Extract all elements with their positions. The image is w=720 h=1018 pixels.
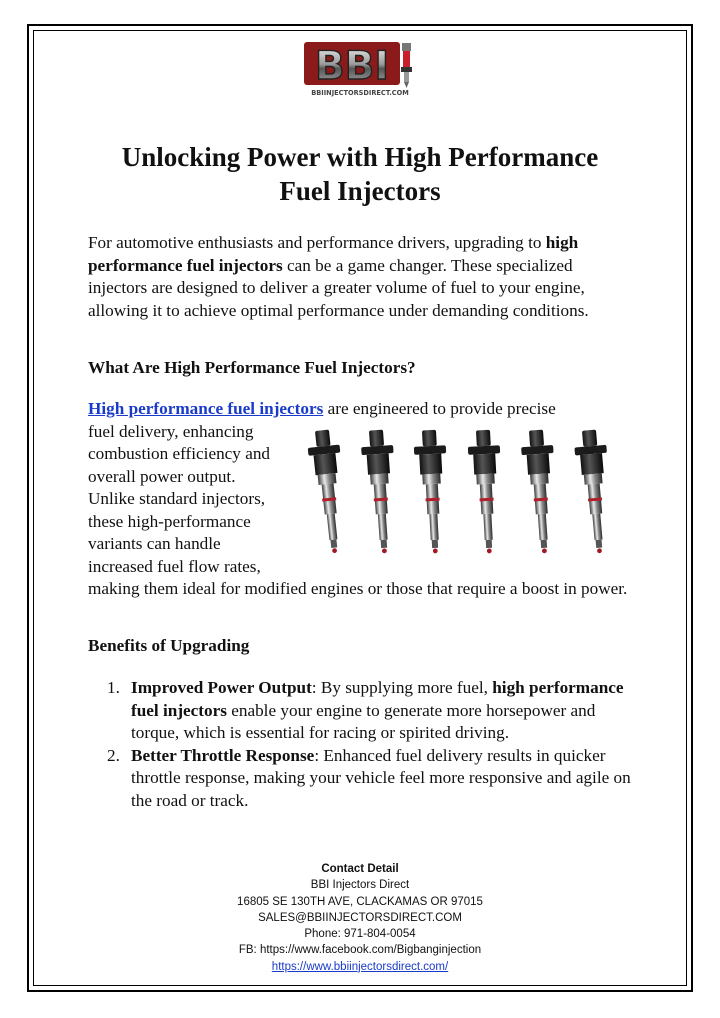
page-title — [60, 140, 660, 208]
list-item — [100, 745, 632, 813]
section1-wrapped-line: fuel delivery, enhancing — [88, 421, 254, 441]
intro-bold-term: high performance fuel injectors — [88, 233, 579, 275]
high-performance-injectors-link[interactable]: High performance fuel injectors — [88, 399, 324, 418]
list-item-text: : Enhanced fuel delivery results in quicker throttle response, making your vehicle feel more responsive and agile on the road or track. — [131, 745, 631, 810]
section-heading-benefits: Benefits of Upgrading — [88, 636, 250, 655]
intro-text-start: For automotive enthusiasts and performance drivers, upgrading to — [88, 233, 546, 252]
list-item-title: Improved Power Output — [131, 678, 312, 697]
contact-block — [160, 861, 560, 975]
logo-tagline: BBIINJECTORSDIRECT.COM — [311, 89, 409, 97]
bbi-logo[interactable] — [302, 40, 420, 100]
website-link[interactable]: https://www.bbiinjectorsdirect.com/ — [271, 960, 449, 973]
list-item-number: 1. — [107, 678, 120, 697]
benefits-list — [100, 677, 632, 812]
list-item-number: 2. — [107, 745, 120, 765]
contact-facebook: FB: https://www.facebook.com/Bigbanginjection — [238, 944, 482, 957]
list-item — [100, 677, 632, 745]
list-item-text: enable your engine to generate more horsepower and torque, which is essential for racing or spirited driving. — [131, 700, 596, 742]
list-item-bold-term: high performance fuel injectors — [131, 678, 624, 720]
logo-letters: BBI — [315, 44, 389, 89]
contact-phone: Phone: 971-804-0054 — [304, 928, 416, 941]
section1-wrapped-line: increased fuel flow rates, — [88, 556, 261, 576]
contact-company: BBI Injectors Direct — [310, 879, 410, 892]
section1-wrapped-line: Unlike standard injectors, — [88, 489, 266, 508]
section1-wrapped-line: overall power output. — [88, 466, 236, 486]
section1-wrapped-line: variants can handle — [88, 534, 221, 553]
section1-line1-rest: are engineered to provide precise — [323, 399, 556, 418]
title-line-2: Fuel Injectors — [279, 176, 441, 206]
list-item-title: Better Throttle Response — [131, 745, 315, 765]
list-item-text: : By supplying more fuel, — [311, 678, 493, 697]
contact-address: 16805 SE 130TH AVE, CLACKAMAS OR 97015 — [237, 895, 483, 908]
fuel-injectors-photo — [300, 428, 622, 556]
contact-heading: Contact Detail — [321, 863, 399, 875]
section1-wrapped-line: these high-performance — [88, 511, 251, 531]
section-heading-what-are: What Are High Performance Fuel Injectors? — [88, 358, 416, 377]
section1-tail: making them ideal for modified engines or those that require a boost in power. — [88, 579, 628, 598]
intro-text-end: can be a game changer. These specialized injectors are designed to deliver a greater volume of fuel to your engine, allowing it to achieve optimal performance under demanding conditions. — [88, 255, 589, 320]
contact-email: SALES@BBIINJECTORSDIRECT.COM — [258, 911, 462, 924]
section1-wrapped-line: combustion efficiency and — [88, 444, 271, 463]
intro-paragraph — [88, 232, 633, 322]
title-line-1: Unlocking Power with High Performance — [121, 142, 599, 172]
